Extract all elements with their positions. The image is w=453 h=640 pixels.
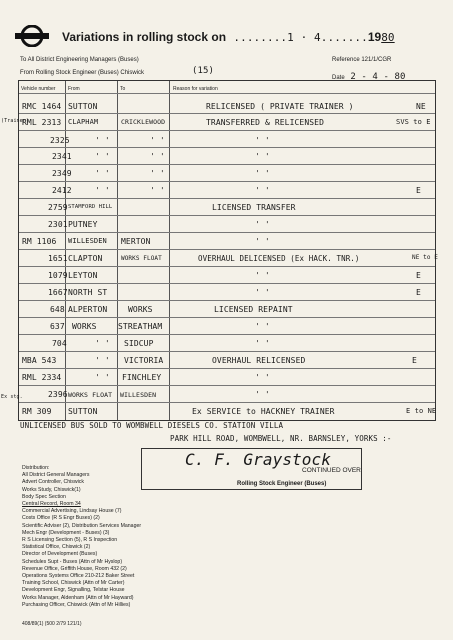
row-reason: ' ' — [255, 152, 270, 161]
row-reason: ' ' — [255, 186, 270, 195]
row-reason: ' ' — [255, 220, 270, 229]
row-note: E — [416, 186, 421, 195]
row-vehicle: 2325 — [50, 136, 70, 145]
row-note: NE to E — [412, 254, 438, 261]
row-to: ' ' — [150, 186, 165, 195]
row-to: WILLESDEN — [120, 391, 157, 399]
continued-over: CONTINUED OVER — [302, 467, 361, 474]
row-vehicle: 2412 — [52, 186, 72, 195]
row-reason: RELICENSED ( PRIVATE TRAINER ) — [206, 102, 354, 111]
row-reason: ' ' — [255, 339, 270, 348]
row-reason: OVERHAUL RELICENSED — [212, 356, 306, 365]
row-from: ALPERTON — [68, 305, 108, 314]
column-header-to: To — [120, 86, 126, 92]
row-note: E — [416, 271, 421, 280]
row-vehicle: 1667 — [48, 288, 68, 297]
rolling-stock-table — [18, 80, 436, 421]
row-from: ' ' — [95, 136, 110, 145]
row-from: ' ' — [95, 373, 110, 382]
row-from: ' ' — [95, 169, 110, 178]
row-from: ' ' — [95, 339, 110, 348]
row-vehicle: RML 2313 — [22, 118, 62, 127]
date-field: Date 2 - 4 - 80 — [332, 72, 406, 82]
column-header-from: From — [68, 86, 80, 92]
row-from: SUTTON — [68, 407, 98, 416]
row-from: SUTTON — [68, 102, 98, 111]
row-to: ' ' — [150, 152, 165, 161]
row-vehicle: RML 2334 — [22, 373, 62, 382]
margin-note: (Trainer) — [1, 118, 29, 124]
document-title: Variations in rolling stock on ........1 · 4.......1980 — [62, 30, 395, 44]
row-vehicle: 2396 — [48, 390, 68, 399]
row-to: STREATHAM — [118, 322, 163, 331]
row-to: VICTORIA — [124, 356, 164, 365]
from-line: From Rolling Stock Engineer (Buses) Chiswick — [20, 70, 145, 76]
row-to: SIDCUP — [124, 339, 154, 348]
row-reason: ' ' — [255, 136, 270, 145]
row-note: E — [412, 356, 417, 365]
row-vehicle: 637 — [50, 322, 65, 331]
row-vehicle: 2301 — [48, 220, 68, 229]
row-to: WORKS FLOAT — [121, 255, 162, 262]
signature: C. F. Graystock — [185, 450, 331, 469]
row-vehicle: 1651 — [48, 254, 68, 263]
row-note: NE — [416, 102, 426, 111]
row-from: CLAPTON — [68, 254, 103, 263]
row-from: ' ' — [95, 152, 110, 161]
row-reason: OVERHAUL DELICENSED (Ex HACK. TNR.) — [198, 254, 360, 263]
row-vehicle: 704 — [52, 339, 67, 348]
row-reason: LICENSED TRANSFER — [212, 203, 296, 212]
unlicensed-line-2: PARK HILL ROAD, WOMBWELL, NR. BARNSLEY, YORKS :- — [170, 434, 392, 443]
row-reason: ' ' — [255, 390, 270, 399]
row-reason: ' ' — [255, 169, 270, 178]
row-vehicle: 2349 — [52, 169, 72, 178]
unlicensed-line-1: UNLICENSED BUS SOLD TO WOMBWELL DIESELS CO. STATION VILLA — [20, 421, 284, 430]
row-to: FINCHLEY — [122, 373, 162, 382]
row-vehicle: RM 1106 — [22, 237, 57, 246]
row-from: WILLESDEN — [68, 237, 107, 245]
row-vehicle: RM 309 — [22, 407, 52, 416]
row-reason: ' ' — [255, 288, 270, 297]
row-reason: Ex SERVICE to HACKNEY TRAINER — [192, 407, 335, 416]
margin-note: Ex stg. — [1, 394, 23, 400]
row-to: ' ' — [150, 136, 165, 145]
circled-number: (15) — [192, 66, 215, 76]
row-from: NORTH ST — [68, 288, 108, 297]
row-reason: ' ' — [255, 322, 270, 331]
row-note: SVS to E — [396, 118, 431, 126]
row-to: MERTON — [121, 237, 151, 246]
row-vehicle: 2341 — [52, 152, 72, 161]
row-from: STAMFORD HILL — [68, 204, 113, 210]
row-from: LEYTON — [68, 271, 98, 280]
row-from: WORKS FLOAT — [68, 391, 113, 399]
row-vehicle: MBA 543 — [22, 356, 57, 365]
row-note: E to NE — [406, 407, 437, 415]
row-vehicle: 1079 — [48, 271, 68, 280]
reference-number: Reference 121/1/CGR — [332, 57, 392, 63]
table-row: RMC 1464 — [22, 102, 62, 111]
column-header-vehicle: Vehicle number — [21, 86, 56, 92]
distribution-list: Distribution: All District General Managers Advert Controller, Chiswick Works Study, Chiswick(1) Body Spec Section Central Record, Room 34 Commercial Advertising, Lindsay House (7) Costs Office (R S Engr Buses) (2) Scientific Adviser (2), Distribution Services Manager Mech Engr (Development - Buses) (3) R S Licensing Section (5), R S Inspection Statistical Office, Chiswick (2) Director of Development (Buses) Schedules Supt - Buses (Attn of Mr Hyslop) Revenue Office, Griffith House, Room 432 (2) Operations Systems Office 210-212 Baker Street Training School, Chiswick (Attn of Mr Carter) Development Engr, Signalling, Telstar House Works Manager, Aldenham (Attn of Mr Hayward) Purchasing Officer, Chiswick (Attn of Mr Hillies) — [22, 465, 142, 608]
row-reason: ' ' — [255, 373, 270, 382]
signoff: Rolling Stock Engineer (Buses) — [237, 481, 327, 487]
to-line: To All District Engineering Managers (Buses) — [20, 57, 139, 63]
london-transport-roundel-icon — [14, 25, 50, 47]
row-vehicle: 648 — [50, 305, 65, 314]
row-reason: TRANSFERRED & RELICENSED — [206, 118, 324, 127]
row-vehicle: 2759 — [48, 203, 68, 212]
row-reason: LICENSED REPAINT — [214, 305, 293, 314]
row-from: ' ' — [95, 356, 110, 365]
row-reason: ' ' — [255, 237, 270, 246]
row-from: CLAPHAM — [68, 118, 99, 126]
row-from: PUTNEY — [68, 220, 98, 229]
row-to: CRICKLEWOOD — [121, 118, 166, 126]
form-footer: 408/89(1) (500 2/79 121/1) — [22, 621, 82, 627]
row-reason: ' ' — [255, 271, 270, 280]
row-to: ' ' — [150, 169, 165, 178]
row-note: E — [416, 288, 421, 297]
row-from: WORKS — [72, 322, 97, 331]
column-header-reason: Reason for variation — [173, 86, 218, 92]
row-to: WORKS — [128, 305, 153, 314]
row-from: ' ' — [95, 186, 110, 195]
